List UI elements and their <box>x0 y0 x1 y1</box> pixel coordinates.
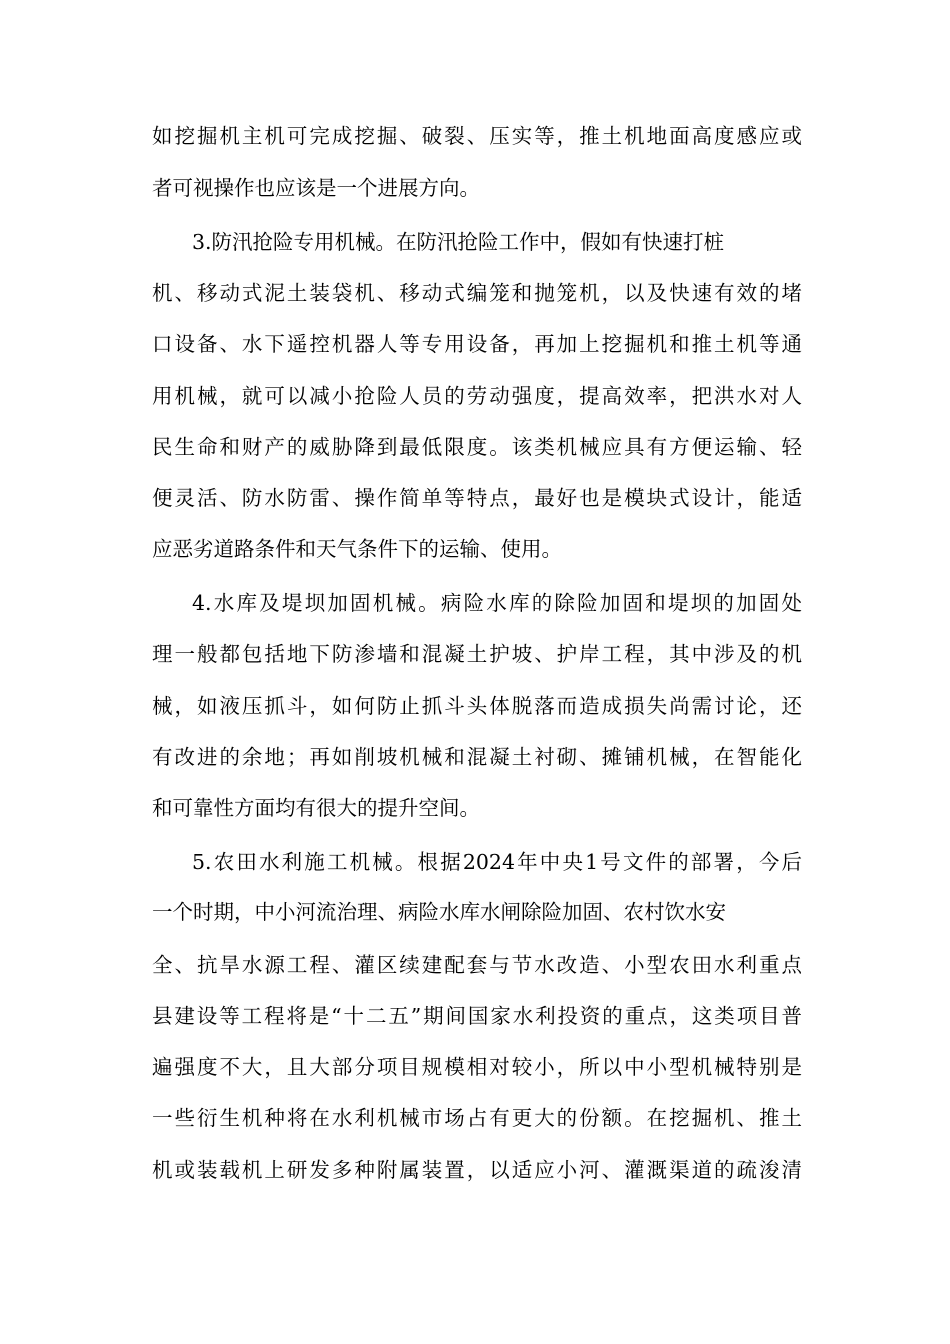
text-line: 遍强度不大，且大部分项目规模相对较小，所以中小型机械特别是 <box>152 1055 802 1079</box>
text-line: 和可靠性方面均有很大的提升空间。 <box>152 796 480 820</box>
text-line: 械，如液压抓斗，如何防止抓斗头体脱落而造成损失尚需讨论，还 <box>152 694 802 718</box>
paragraph-start-line: 3.防汛抢险专用机械。在防汛抢险工作中，假如有快速打桩 <box>192 230 725 254</box>
text-line: 者可视操作也应该是一个进展方向。 <box>152 176 480 200</box>
text-line: 县建设等工程将是“十二五”期间国家水利投资的重点，这类项目普 <box>152 1004 802 1028</box>
text-line: 民生命和财产的威胁降到最低限度。该类机械应具有方便运输、轻 <box>152 435 802 459</box>
text-line: 一些衍生机种将在水利机械市场占有更大的份额。在挖掘机、推土 <box>152 1106 802 1130</box>
text-line: 应恶劣道路条件和天气条件下的运输、使用。 <box>152 537 562 561</box>
paragraph-start-line: 5.农田水利施工机械。根据2024年中央1号文件的部署，今后 <box>192 850 802 874</box>
text-line: 机、移动式泥土装袋机、移动式编笼和抛笼机，以及快速有效的堵 <box>152 281 802 305</box>
paragraph-start-line: 4.水库及堤坝加固机械。病险水库的除险加固和堤坝的加固处 <box>192 591 802 615</box>
text-line: 一个时期，中小河流治理、病险水库水闸除险加固、农村饮水安 <box>152 900 726 924</box>
text-line: 如挖掘机主机可完成挖掘、破裂、压实等，推土机地面高度感应或 <box>152 124 802 148</box>
text-line: 全、抗旱水源工程、灌区续建配套与节水改造、小型农田水利重点 <box>152 953 802 977</box>
text-line: 便灵活、防水防雷、操作简单等特点，最好也是模块式设计，能适 <box>152 486 802 510</box>
text-line: 理一般都包括地下防渗墙和混凝土护坡、护岸工程，其中涉及的机 <box>152 642 802 666</box>
text-line: 机或装载机上研发多种附属装置，以适应小河、灌溉渠道的疏浚清 <box>152 1158 802 1182</box>
text-line: 有改进的余地；再如削坡机械和混凝土衬砌、摊铺机械，在智能化 <box>152 745 802 769</box>
text-line: 用机械，就可以减小抢险人员的劳动强度，提高效率，把洪水对人 <box>152 384 802 408</box>
text-line: 口设备、水下遥控机器人等专用设备，再加上挖掘机和推土机等通 <box>152 332 802 356</box>
